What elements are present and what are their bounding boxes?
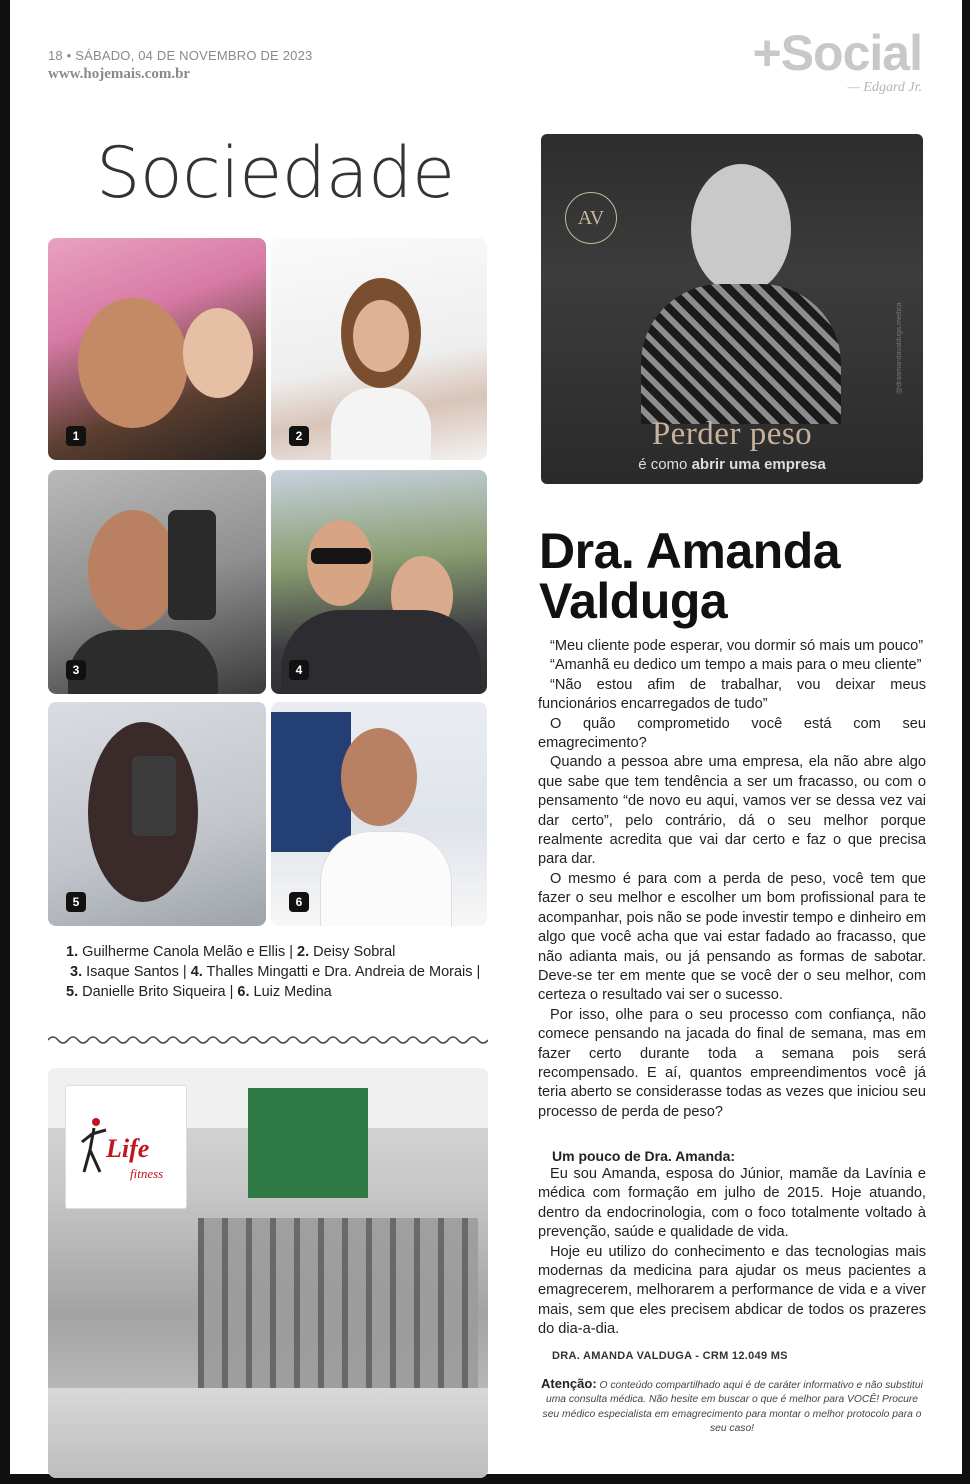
promo-headline: Perder peso (651, 416, 813, 452)
floor-shape (48, 1388, 488, 1478)
page-date-line: 18 • SÁBADO, 04 DE NOVEMBRO DE 2023 (48, 48, 313, 63)
caption-text: Luiz Medina (249, 984, 332, 1000)
photo-captions (66, 942, 486, 1002)
coat-shape (331, 388, 431, 460)
brand-signature: — Edgard Jr. (847, 80, 922, 95)
machines-shape (198, 1218, 478, 1388)
caption-text: Thalles Mingatti e Dra. Andreia de Morais | (202, 964, 481, 980)
site-url[interactable]: www.hojemais.com.br (48, 66, 191, 82)
article-paragraph: “Amanhã eu dedico um tempo a mais para o meu cliente” (550, 657, 922, 674)
society-photo-4 (271, 470, 487, 694)
face-shape (353, 300, 409, 372)
right-frame-border (962, 0, 970, 1484)
photo-number-badge: 1 (66, 426, 86, 446)
photo-number-badge: 5 (66, 892, 86, 912)
article-body (538, 637, 926, 1122)
society-photo-2 (271, 238, 487, 460)
caption-text: Danielle Brito Siqueira | (78, 984, 238, 1000)
wave-divider (48, 1032, 488, 1048)
caption-text: Guilherme Canola Melão e Ellis | (78, 944, 298, 960)
signage-shape (271, 712, 351, 852)
av-monogram-logo: AV (565, 192, 617, 244)
about-paragraph: Hoje eu utilizo do conhecimento e das tecnologias mais modernas da medicina para ajudar os meus pacientes a emagrecerem, melhorarem a performance de vida e a viver mais, sem que eles precisem abdicar de todos os prazeres do dia-a-dia. (538, 1243, 926, 1338)
shirt-shape (68, 630, 218, 694)
column-brand (752, 25, 923, 96)
society-photo-6 (271, 702, 487, 926)
society-photo-1 (48, 238, 266, 460)
author-signature: DRA. AMANDA VALDUGA - CRM 12.049 MS (552, 1350, 788, 1362)
caption-number: 1. (66, 944, 79, 960)
about-body (538, 1165, 926, 1340)
article-paragraph: Quando a pessoa abre uma empresa, ela não abre algo que sabe que tem tendência a ser um fracasso, ou com o pensamento “de novo eu aqui, vamos ver se dessa vez vai dar certo”, pelo contrário, dá o seu melhor porque realmente acredita que vai dar certo e faz o que precisa para dar. (538, 754, 926, 868)
logo-subtext: fitness (130, 1166, 164, 1181)
caption-number: 4. (190, 964, 203, 980)
sunglasses-shape (311, 548, 371, 564)
gym-advertisement[interactable] (48, 1068, 488, 1478)
article-paragraph: O quão comprometido você está com seu emagrecimento? (538, 715, 926, 752)
lab-coat-shape (321, 832, 451, 926)
article-paragraph: “Meu cliente pode esperar, vou dormir só mais um pouco” (550, 638, 924, 654)
about-subheading: Um pouco de Dra. Amanda: (552, 1148, 736, 1164)
promo-side-handle: @draamandavalduga.medica (896, 302, 903, 394)
houndstooth-coat-shape (641, 284, 841, 424)
caption-number: 5. (66, 984, 79, 1000)
photo-number-badge: 4 (289, 660, 309, 680)
promo-sub-bold: abrir uma empresa (691, 456, 826, 473)
society-photo-5 (48, 702, 266, 926)
promo-subheadline (541, 456, 923, 473)
attention-label: Atenção: (541, 1376, 597, 1391)
life-fitness-logo (66, 1086, 186, 1208)
photo-number-badge: 6 (289, 892, 309, 912)
article-paragraph: O mesmo é para com a perda de peso, você tem que fazer o seu melhor e escolher um bom profissional para te acompanhar, pois não se pode investir tempo e dinheiro em algo que você acha que vai estar fadado ao fracasso, que não adianta mais, ou já pensando as formas de sabotar. Deve-se ter em mente que se você der o seu melhor, com certeza o resultado vai ser o sucesso. (538, 870, 926, 1004)
article-paragraph: Por isso, olhe para o seu processo com confiança, não comece pensando na jacada do final de semana, mas em fazer certo durante toda a semana pois será recompensado. E aí, quantos empreendimentos você já teria aberto se considerasse todas as vezes que iniciou seu processo de perda de peso? (538, 1006, 926, 1120)
caption-text: Isaque Santos | (82, 964, 191, 980)
society-photo-3 (48, 470, 266, 694)
face-shape (341, 728, 417, 826)
brand-logo-text: +Social (752, 25, 922, 81)
photo-number-badge: 3 (66, 660, 86, 680)
promo-sub-regular: é como (638, 456, 692, 473)
runner-figure-icon (80, 1116, 108, 1176)
section-title: Sociedade (96, 132, 455, 214)
photo-number-badge: 2 (289, 426, 309, 446)
green-wall-shape (248, 1088, 368, 1198)
child-shape (183, 308, 253, 398)
phone-shape (168, 510, 216, 620)
article-title: Dra. Amanda Valduga (539, 523, 841, 629)
attention-disclaimer (538, 1377, 926, 1437)
caption-number: 3. (70, 964, 83, 980)
about-paragraph: Eu sou Amanda, esposa do Júnior, mamãe da Lavínia e médica com formação em julho de 2015. Hoje atuando, dentro da endocrinologia, com o foco totalmente voltado à prevenção, saúde e qualidade de vida. (538, 1166, 926, 1241)
face-shape (88, 510, 178, 630)
promo-banner[interactable] (541, 134, 923, 484)
caption-number: 2. (297, 944, 310, 960)
phone-shape (132, 756, 176, 836)
caption-number: 6. (237, 984, 250, 1000)
person-shape (78, 298, 188, 428)
left-frame-border (0, 0, 10, 1484)
jackets-shape (281, 610, 481, 694)
article-paragraph: “Não estou afim de trabalhar, vou deixar meus funcionários encarregados de tudo” (538, 676, 926, 713)
caption-text: Deisy Sobral (309, 944, 396, 960)
logo-text: Life (106, 1134, 150, 1163)
portrait-face-shape (691, 164, 791, 294)
attention-text: O conteúdo compartilhado aqui é de caráter informativo e não substitui uma consulta médica. Não hesite em buscar o que é melhor para VOCÊ! Procure seu médico especialista em emagrecimento para montar o melhor protocolo para o seu caso! (542, 1380, 923, 1435)
